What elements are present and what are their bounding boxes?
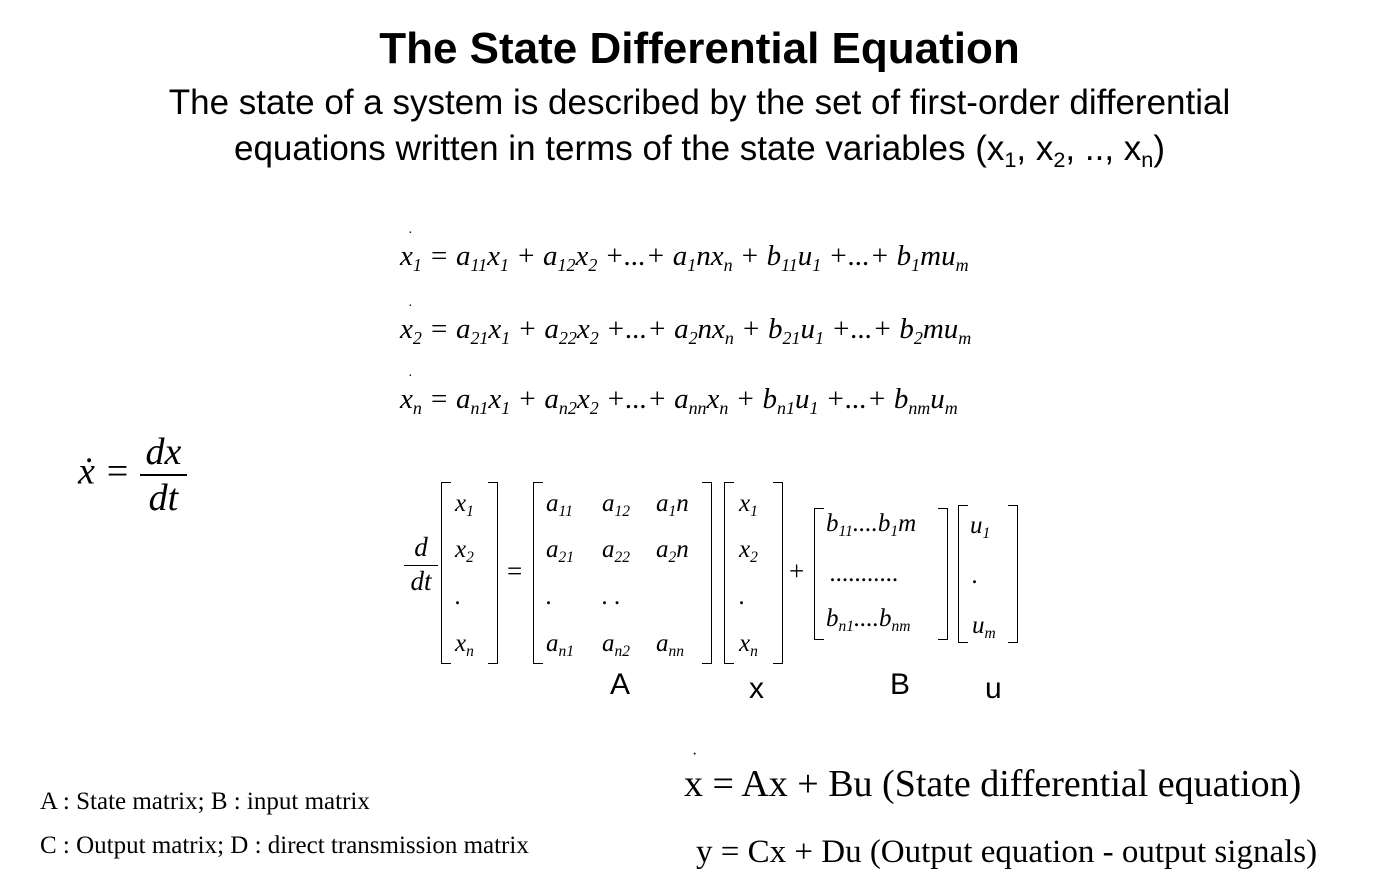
note-state-input-matrix: A : State matrix; B : input matrix <box>40 788 370 815</box>
A-matrix-entry: $a_{21}$ <box>546 536 574 566</box>
A-matrix-entry: $a_1n$ <box>656 490 689 520</box>
A-matrix-entry: $a_{nn}$ <box>656 630 684 660</box>
output-equation: y = Cx + Du (Output equation - output signals) <box>696 834 1318 870</box>
x-vector-entry: $x_n$ <box>739 630 758 660</box>
dx-dt-fraction <box>140 430 188 520</box>
equals-sign: = <box>507 556 523 586</box>
u-vector-entry: $u_1$ <box>970 512 991 542</box>
u-vector-left-bracket <box>958 505 968 643</box>
ddt-d: d <box>404 532 438 566</box>
u-vector-entry: . <box>972 562 979 589</box>
state-equation-row <box>400 369 958 418</box>
note-output-direct-matrix: C : Output matrix; D : direct transmission matrix <box>40 832 529 859</box>
xdot-lhs: ẋ = <box>78 450 131 493</box>
label-B: B <box>890 668 911 701</box>
plus-sign: + <box>789 556 805 586</box>
A-matrix-entry: . . <box>602 583 621 610</box>
subtitle-line2: equations written in terms of the state variables ($x_1$, $x_2$, .., $x_n$) <box>233 129 1165 172</box>
x-vector-right-bracket <box>773 482 783 664</box>
ddt-dt: dt <box>410 566 432 596</box>
u-vector-right-bracket <box>1008 505 1018 643</box>
state-vector-entry: $x_1$ <box>455 490 474 520</box>
derivative-dot-mark: · <box>408 226 413 241</box>
B-matrix-entry: $b_{n1}....b_{nm}$ <box>826 605 911 635</box>
subtitle <box>0 80 1399 172</box>
ddt-operator <box>404 532 438 597</box>
label-u: u <box>985 672 1002 705</box>
equation-text: $x_n = a_{n1}x_1 + a_{n2}x_2$ +...+ $a_{nn}x_n + b_{n1}u_1$ +...+ $b_{nm}u_m$ <box>400 383 958 418</box>
state-vector-right-bracket <box>488 482 498 664</box>
x-vector-left-bracket <box>724 482 734 664</box>
A-matrix-entry: . <box>546 583 553 610</box>
fraction-numerator: dx <box>140 430 188 476</box>
A-left-bracket <box>533 482 543 664</box>
A-matrix-entry: $a_{22}$ <box>602 536 630 566</box>
derivative-dot-mark: · <box>408 299 413 314</box>
B-left-bracket <box>814 508 824 640</box>
x-vector-entry: . <box>739 583 746 610</box>
x-vector-entry: $x_1$ <box>739 490 758 520</box>
u-vector-entry: $u_m$ <box>972 612 996 642</box>
A-matrix-entry: $a_{11}$ <box>546 490 573 520</box>
B-matrix-entry: ........... <box>830 560 899 587</box>
label-x: x <box>749 672 764 705</box>
A-matrix-entry: $a_{12}$ <box>602 490 630 520</box>
xdot-definition <box>78 430 187 520</box>
derivative-dot-mark: · <box>408 369 413 384</box>
x-dot-mark: · <box>692 746 698 763</box>
equation-text: $x_1 = a_{11}x_1 + a_{12}x_2$ +...+ $a_1nx_n + b_{11}u_1$ +...+ $b_1mu_m$ <box>400 240 969 275</box>
state-vector-left-bracket <box>441 482 451 664</box>
state-vector-entry: $x_2$ <box>455 536 474 566</box>
A-matrix-entry: $a_{n1}$ <box>546 630 574 660</box>
label-A: A <box>610 668 631 701</box>
fraction-denominator: dt <box>148 477 179 519</box>
A-matrix-entry: $a_{n2}$ <box>602 630 630 660</box>
page-title: The State Differential Equation <box>379 24 1020 73</box>
state-differential-equation: · x = Ax + Bu (State differential equation) <box>684 746 1302 805</box>
state-vector-entry: $x_n$ <box>455 630 474 660</box>
x-vector-entry: $x_2$ <box>739 536 758 566</box>
A-matrix-entry: $a_2n$ <box>656 536 689 566</box>
equation-text: $x_2 = a_{21}x_1 + a_{22}x_2$ +...+ $a_2nx_n + b_{21}u_1$ +...+ $b_2mu_m$ <box>400 313 972 348</box>
state-vector-entry: . <box>455 583 462 610</box>
subtitle-line1: The state of a system is described by the set of first-order differential <box>168 83 1231 122</box>
A-right-bracket <box>702 482 712 664</box>
state-equation-row <box>400 226 969 275</box>
B-matrix-entry: $b_{11}....b_1m$ <box>826 510 917 540</box>
B-right-bracket <box>938 508 948 640</box>
state-equation-row <box>400 299 972 348</box>
